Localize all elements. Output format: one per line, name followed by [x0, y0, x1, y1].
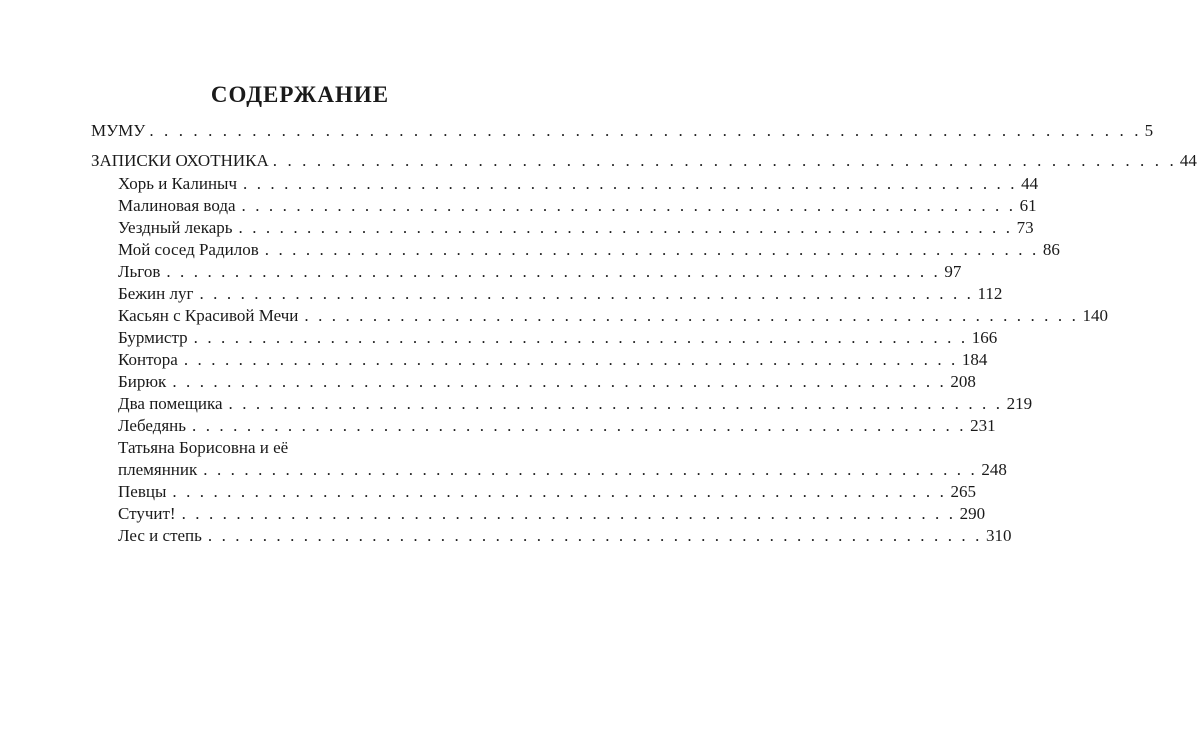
toc-subentry-label: Татьяна Борисовна и её	[118, 438, 289, 457]
toc-subentry	[118, 503, 986, 525]
leader-dots: . . . . . . . . . . . . . . . . . . . . . . . . . . . . . . . . . . . . . . . . . . . . . . . . . . . . . . . . . . . . . . . . . . . .	[149, 121, 1142, 140]
table-of-contents	[0, 118, 1197, 547]
leader-dots: . . . . . . . . . . . . . . . . . . . . . . . . . . . . . . . . . . . . . . . . . . . . . . . . . . . . . . . . .	[228, 394, 1003, 413]
toc-subentry-label: Бирюк	[118, 372, 167, 391]
leader-dots: . . . . . . . . . . . . . . . . . . . . . . . . . . . . . . . . . . . . . . . . . . . . . . . . . . . . . . . . .	[207, 526, 982, 545]
leader-dots: . . . . . . . . . . . . . . . . . . . . . . . . . . . . . . . . . . . . . . . . . . . . . . . . . . . . . . . . .	[183, 350, 958, 369]
toc-subentry-page: 310	[985, 526, 1012, 545]
toc-subentry	[118, 305, 1108, 327]
toc-subentry	[118, 415, 996, 437]
toc-subentry	[118, 481, 976, 503]
leader-dots: . . . . . . . . . . . . . . . . . . . . . . . . . . . . . . . . . . . . . . . . . . . . . . . . . . . . . . . . .	[172, 482, 947, 501]
toc-subentry	[118, 261, 962, 283]
toc-subentry-page: 86	[1042, 240, 1060, 259]
toc-subentry	[118, 525, 1012, 547]
toc-entry-mumu	[91, 118, 1154, 143]
leader-dots: . . . . . . . . . . . . . . . . . . . . . . . . . . . . . . . . . . . . . . . . . . . . . . . . . . . . . . . . .	[166, 262, 941, 281]
toc-subentry-page: 166	[971, 328, 998, 347]
toc-subentry-label: Лебедянь	[118, 416, 187, 435]
toc-subentry	[118, 371, 976, 393]
toc-subentry-page: 219	[1006, 394, 1033, 413]
toc-subentry	[118, 349, 988, 371]
leader-dots: . . . . . . . . . . . . . . . . . . . . . . . . . . . . . . . . . . . . . . . . . . . . . . . . . . . . . . . . .	[203, 460, 978, 479]
toc-subentry-label: Певцы	[118, 482, 167, 501]
toc-subentry-label: племянник	[118, 460, 198, 479]
toc-subentry-label: Мой сосед Радилов	[118, 240, 259, 259]
toc-subentry-label: Два помещика	[118, 394, 223, 413]
toc-subentry-page: 44	[1021, 174, 1039, 193]
toc-entry-zapiski-okhotnika	[91, 148, 1197, 173]
leader-dots: . . . . . . . . . . . . . . . . . . . . . . . . . . . . . . . . . . . . . . . . . . . . . . . . . . . . . . . . .	[241, 196, 1016, 215]
toc-subentry	[118, 437, 524, 459]
toc-subentry-page: 97	[944, 262, 962, 281]
toc-subentry-page: 61	[1019, 196, 1037, 215]
toc-subentry-label: Касьян с Красивой Мечи	[118, 306, 299, 325]
toc-subentry	[118, 393, 1033, 415]
leader-dots: . . . . . . . . . . . . . . . . . . . . . . . . . . . . . . . . . . . . . . . . . . . . . . . . . . . . . . . . .	[304, 306, 1079, 325]
leader-dots: . . . . . . . . . . . . . . . . . . . . . . . . . . . . . . . . . . . . . . . . . . . . . . . . . . . . . . . . .	[243, 174, 1018, 193]
toc-subentry-page: 184	[961, 350, 988, 369]
toc-subentry-label: Бурмистр	[118, 328, 188, 347]
leader-dots: . . . . . . . . . . . . . . . . . . . . . . . . . . . . . . . . . . . . . . . . . . . . . . . . . . . . . . . . .	[193, 328, 968, 347]
toc-subentry	[118, 459, 1007, 481]
toc-subentry	[118, 239, 1060, 261]
toc-subentry	[118, 217, 1034, 239]
toc-entry-label: МУМУ	[91, 121, 146, 140]
toc-subentry-page: 265	[950, 482, 976, 501]
toc-subentry-label: Лес и степь	[118, 526, 202, 545]
toc-subentry	[118, 327, 998, 349]
toc-entry-page: 44	[1179, 151, 1197, 170]
leader-dots: . . . . . . . . . . . . . . . . . . . . . . . . . . . . . . . . . . . . . . . . . . . . . . . . . . . . . . . . .	[238, 218, 1013, 237]
toc-subentry-page: 112	[977, 284, 1003, 303]
toc-subentry-label: Бежин луг	[118, 284, 194, 303]
toc-subentry-label: Хорь и Калиныч	[118, 174, 238, 193]
toc-subentry-label: Малиновая вода	[118, 196, 236, 215]
leader-dots: . . . . . . . . . . . . . . . . . . . . . . . . . . . . . . . . . . . . . . . . . . . . . . . . . . . . . . . . .	[181, 504, 956, 523]
page-title: СОДЕРЖАНИЕ	[210, 82, 390, 107]
toc-subentry	[118, 173, 1039, 195]
leader-dots: . . . . . . . . . . . . . . . . . . . . . . . . . . . . . . . . . . . . . . . . . . . . . . . . . . . . . . . . .	[264, 240, 1039, 259]
toc-subentry-page: 73	[1016, 218, 1034, 237]
toc-subentry-label: Уездный лекарь	[118, 218, 233, 237]
toc-subentry-page: 290	[959, 504, 986, 523]
toc-subentry-label: Льгов	[118, 262, 161, 281]
toc-entry-label: ЗАПИСКИ ОХОТНИКА	[91, 151, 269, 170]
toc-subentry-label: Контора	[118, 350, 178, 369]
leader-dots: . . . . . . . . . . . . . . . . . . . . . . . . . . . . . . . . . . . . . . . . . . . . . . . . . . . . . . . . .	[192, 416, 967, 435]
toc-entry-page: 5	[1144, 121, 1154, 140]
leader-dots: . . . . . . . . . . . . . . . . . . . . . . . . . . . . . . . . . . . . . . . . . . . . . . . . . . . . . . . . .	[199, 284, 974, 303]
leader-dots: . . . . . . . . . . . . . . . . . . . . . . . . . . . . . . . . . . . . . . . . . . . . . . . . . . . . . . . . .	[172, 372, 947, 391]
toc-subentry	[118, 195, 1037, 217]
toc-subentry-page: 208	[950, 372, 976, 391]
toc-subentry	[118, 283, 1003, 305]
leader-dots: . . . . . . . . . . . . . . . . . . . . . . . . . . . . . . . . . . . . . . . . . . . . . . . . . . . . . . . . . . . . . .	[272, 151, 1177, 170]
toc-subentry-label: Стучит!	[118, 504, 176, 523]
toc-subentry-page: 140	[1082, 306, 1108, 325]
toc-subentry-page: 231	[970, 416, 996, 435]
toc-subentry-page: 248	[981, 460, 1007, 479]
